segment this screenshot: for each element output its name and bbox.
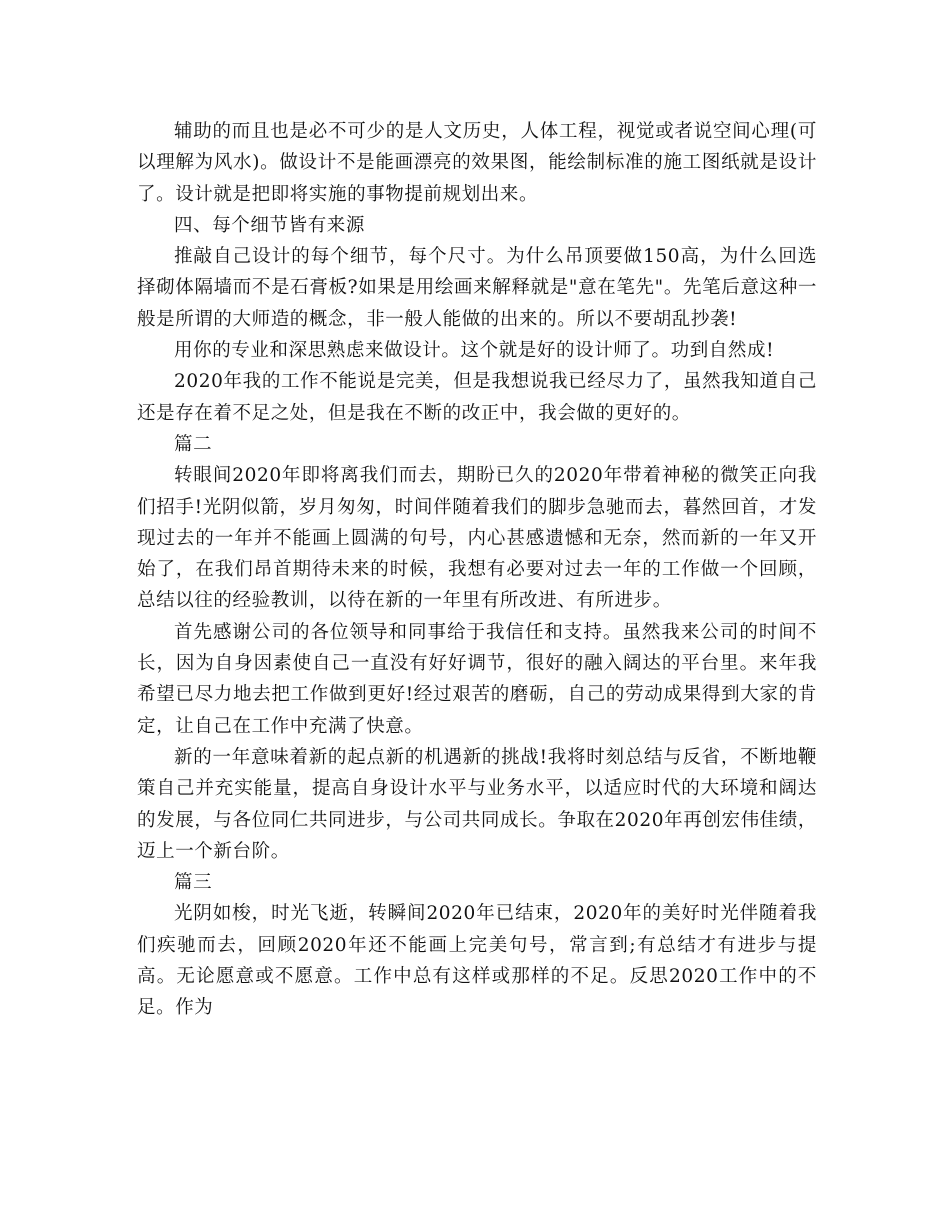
paragraph-reflection: 光阴如梭，时光飞逝，转瞬间2020年已结束，2020年的美好时光伴随着我们疾驰而去，回顾2020年还不能画上完美句号，常言到;有总结才有进步与提高。无论愿意或不愿意。工作中总有这样或那样的不足。反思2020工作中的不足。作为 (137, 903, 817, 1019)
paragraph-2020-summary: 2020年我的工作不能说是完美，但是我想说我已经尽力了，虽然我知道自己还是存在着不足之处，但是我在不断的改正中，我会做的更好的。 (137, 371, 817, 424)
paragraph-design-assist: 辅助的而且也是必不可少的是人文历史，人体工程，视觉或者说空间心理(可以理解为风水)。做设计不是能画漂亮的效果图，能绘制标准的施工图纸就是设计了。设计就是把即将实施的事物提前规划出来。 (137, 121, 817, 205)
heading-section-four: 四、每个细节皆有来源 (174, 214, 366, 236)
paragraph-professional: 用你的专业和深思熟虑来做设计。这个就是好的设计师了。功到自然成! (174, 340, 775, 362)
heading-part-two: 篇二 (174, 433, 213, 455)
paragraph-thanks: 首先感谢公司的各位领导和同事给于我信任和支持。虽然我来公司的时间不长，因为自身因素使自己一直没有好好调节，很好的融入阔达的平台里。来年我希望已尽力地去把工作做到更好!经过艰苦的磨砺，自己的劳动成果得到大家的肯定，让自己在工作中充满了快意。 (137, 621, 817, 737)
paragraph-year-review: 转眼间2020年即将离我们而去，期盼已久的2020年带着神秘的微笑正向我们招手!光阴似箭，岁月匆匆，时间伴随着我们的脚步急驰而去，暮然回首，才发现过去的一年并不能画上圆满的句号，内心甚感遗憾和无奈，然而新的一年又开始了，在我们昂首期待未来的时候，我想有必要对过去一年的工作做一个回顾，总结以往的经验教训，以待在新的一年里有所改进、有所进步。 (137, 465, 817, 612)
document-page (137, 116, 817, 1024)
heading-part-three: 篇三 (174, 872, 213, 894)
paragraph-detail-origin: 推敲自己设计的每个细节，每个尺寸。为什么吊顶要做150高，为什么回选择砌体隔墙而不是石膏板?如果是用绘画来解释就是"意在笔先"。先笔后意这种一般是所谓的大师造的概念，非一般人能做的出来的。所以不要胡乱抄袭! (137, 246, 817, 330)
paragraph-new-year: 新的一年意味着新的起点新的机遇新的挑战!我将时刻总结与反省，不断地鞭策自己并充实能量，提高自身设计水平与业务水平，以适应时代的大环境和阔达的发展，与各位同仁共同进步，与公司共同成长。争取在2020年再创宏伟佳绩，迈上一个新台阶。 (137, 746, 817, 862)
